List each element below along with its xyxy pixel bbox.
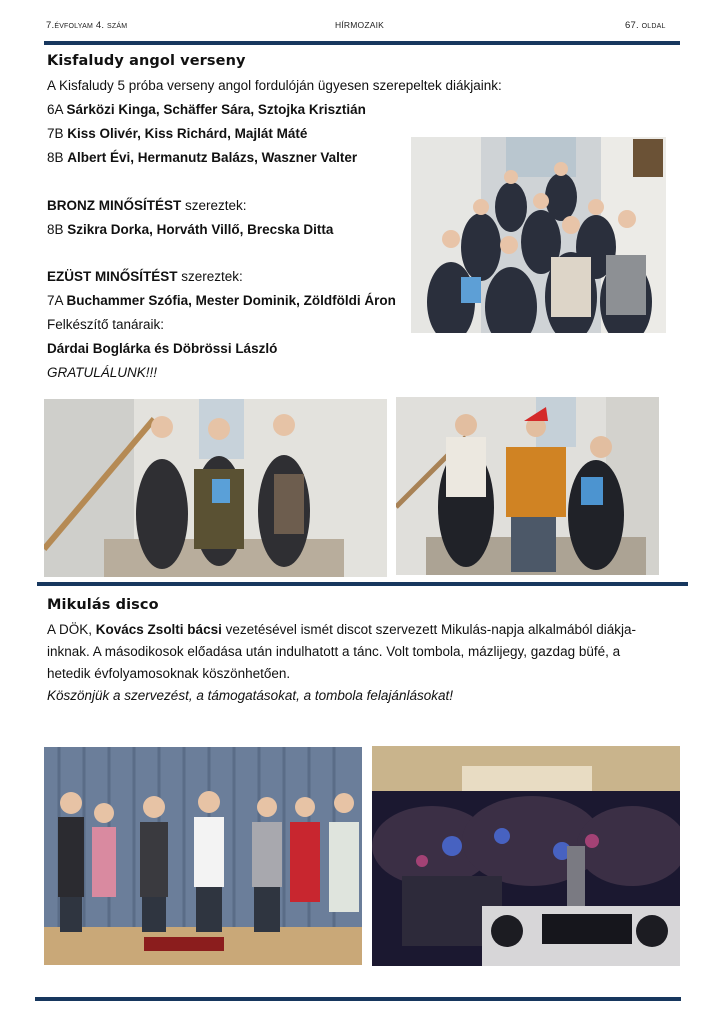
issue-text: 7.évfolyam 4. szám [46,20,128,31]
disco-paragraph-line [47,619,687,641]
organizer-name: Kovács Zsolti bácsi [95,622,222,637]
p-pre: A DÖK, [47,622,93,637]
silver-heading [47,268,243,286]
class-label: 6A [47,102,63,117]
teacher-names: Dárdai Boglárka és Döbrössi László [47,341,278,356]
result-row-8b [47,149,357,167]
result-row-7b [47,125,307,143]
bronze-heading [47,197,247,215]
student-names: Szikra Dorka, Horváth Villő, Brecska Ditta [67,222,334,237]
teachers-label: Felkészítő tanáraik: [47,317,165,332]
student-names: Sárközi Kinga, Schäffer Sára, Sztojka Krisztián [66,102,366,117]
page-number-text: 67. oldal [625,20,666,31]
disco-paragraph-line: inknak. A másodikosok előadása után indulhatott a tánc. Volt tombola, mázlijegy, gazdag büfé, a [47,644,621,659]
section-title-mikulas-disco: Mikulás disco [47,597,159,613]
class-label: 8B [47,150,64,165]
silver-suffix: szereztek: [181,269,243,284]
header-rule [44,41,680,45]
disco-paragraph [47,619,687,707]
photo-group-staircase [411,137,666,333]
magazine-title [335,20,384,31]
class-label: 8B [47,222,64,237]
student-names: Albert Évi, Hermanutz Balázs, Waszner Valter [67,150,358,165]
bronze-row [47,221,333,239]
silver-row [47,292,396,310]
photo-disco-crowd [372,746,680,966]
p-line1-rest: vezetésével ismét discot szervezett Mikulás-napja alkalmából diákja- [225,622,637,637]
disco-paragraph-line: hetedik évfolyamosoknak köszönhetően. [47,666,291,681]
page-number [625,20,666,31]
teachers-names [47,340,277,358]
footer-rule [35,997,681,1001]
section-title-english-contest: Kisfaludy angol verseny [47,53,246,69]
issue-label [46,20,127,31]
photo-santa-hat-winners [396,397,659,575]
silver-label: EZÜST MINŐSÍTÉST [47,269,178,284]
bronze-suffix: szereztek: [185,198,247,213]
photo-three-winners [44,399,387,577]
class-label: 7B [47,126,64,141]
intro-text: A Kisfaludy 5 próba verseny angol fordulóján ügyesen szerepeltek diákjaink: [47,78,502,93]
photo-children-performance [44,747,362,965]
magazine-title-text: HÍRMOZAIK [335,20,385,30]
result-row-6a [47,101,366,119]
student-names: Buchammer Szófia, Mester Dominik, Zöldföldi Áron [66,293,396,308]
student-names: Kiss Olivér, Kiss Richárd, Majlát Máté [67,126,308,141]
class-label: 7A [47,293,63,308]
congrats-text: GRATULÁLUNK!!! [47,365,158,380]
bronze-label: BRONZ MINŐSÍTÉST [47,198,182,213]
section-divider [37,582,688,586]
thanks-text: Köszönjük a szervezést, a támogatásokat, a tombola felajánlásokat! [47,688,453,703]
